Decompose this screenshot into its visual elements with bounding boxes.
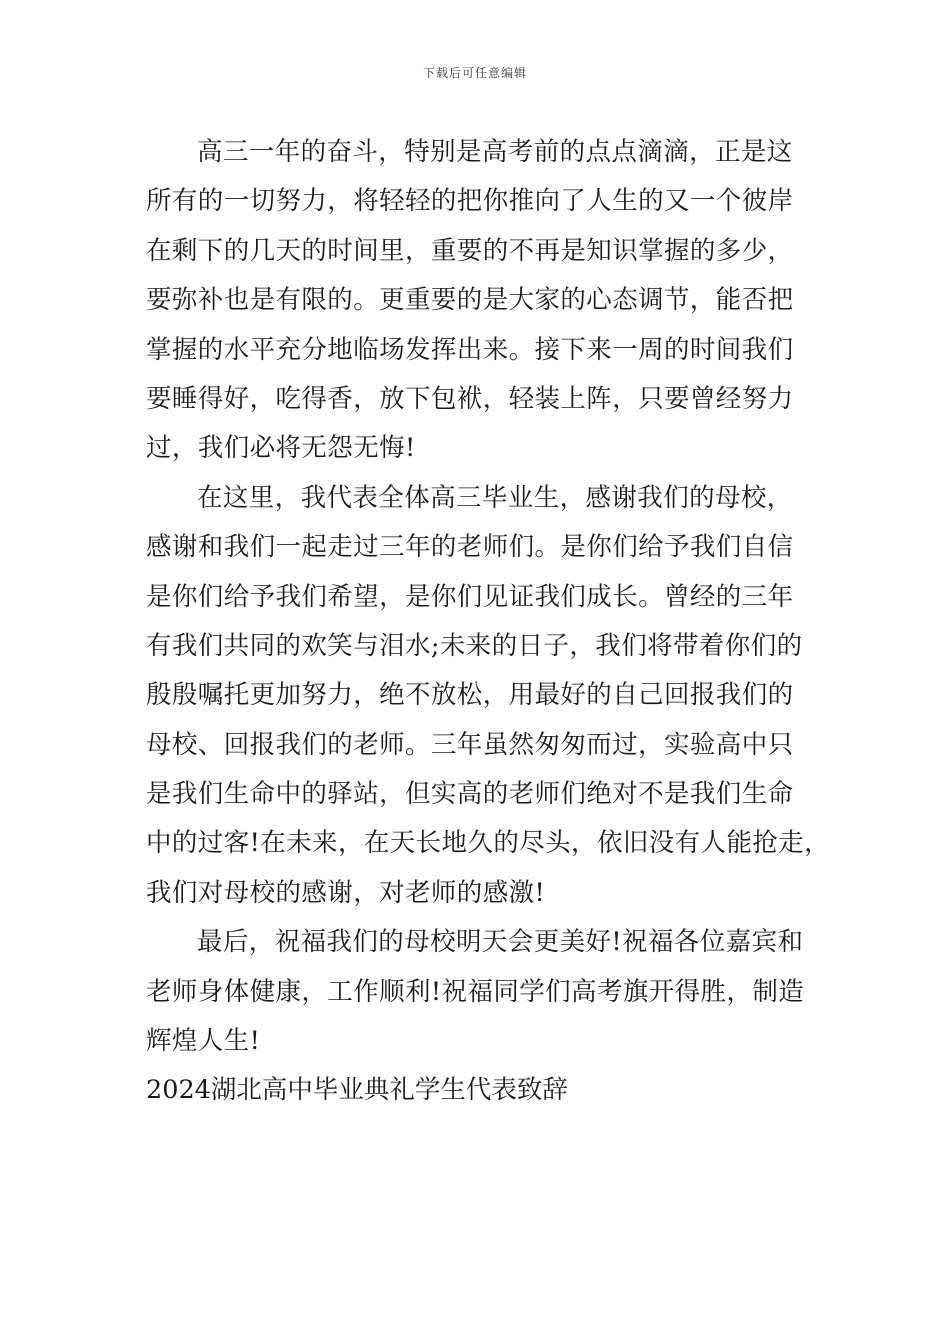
- text-line: 是你们给予我们希望，是你们见证我们成长。曾经的三年: [146, 581, 794, 612]
- text-line: 最后，祝福我们的母校明天会更美好!祝福各位嘉宾和: [197, 927, 804, 958]
- paragraph-2: [146, 474, 831, 919]
- next-document-title: 2024湖北高中毕业典礼学生代表致辞: [146, 1075, 568, 1106]
- text-line: 所有的一切努力，将轻轻的把你推向了人生的又一个彼岸: [146, 186, 794, 217]
- text-line: 掌握的水平充分地临场发挥出来。接下来一周的时间我们: [146, 334, 794, 365]
- text-line: 在剩下的几天的时间里，重要的不再是知识掌握的多少，: [146, 235, 794, 266]
- document-body: [146, 128, 831, 1116]
- text-line: 感谢和我们一起走过三年的老师们。是你们给予我们自信: [146, 532, 794, 563]
- paragraph-1: [146, 128, 826, 474]
- text-line: 过，我们必将无怨无悔!: [146, 433, 416, 464]
- text-line: 在这里，我代表全体高三毕业生，感谢我们的母校，: [197, 482, 793, 513]
- text-line: 要睡得好，吃得香，放下包袱，轻装上阵，只要曾经努力: [146, 383, 794, 414]
- text-line: 高三一年的奋斗，特别是高考前的点点滴滴，正是这: [197, 137, 793, 167]
- text-line: 老师身体健康，工作顺利!祝福同学们高考旗开得胜，制造: [146, 976, 805, 1007]
- text-line: 母校、回报我们的老师。三年虽然匆匆而过，实验高中只: [146, 729, 794, 760]
- text-line: 是我们生命中的驿站，但实高的老师们绝对不是我们生命: [146, 779, 794, 810]
- text-line: 有我们共同的欢笑与泪水;未来的日子，我们将带着你们的: [146, 630, 803, 661]
- text-line: 辉煌人生!: [146, 1026, 261, 1057]
- text-line: 我们对母校的感谢，对老师的感激!: [146, 877, 546, 908]
- text-line: 中的过客!在未来，在天长地久的尽头，依旧没有人能抢走，: [146, 828, 831, 859]
- header-note: 下载后可任意编辑: [422, 66, 527, 80]
- paragraph-3: [146, 918, 826, 1066]
- text-line: 要弥补也是有限的。更重要的是大家的心态调节，能否把: [146, 285, 794, 316]
- text-line: 殷殷嘱托更加努力，绝不放松，用最好的自己回报我们的: [146, 680, 794, 711]
